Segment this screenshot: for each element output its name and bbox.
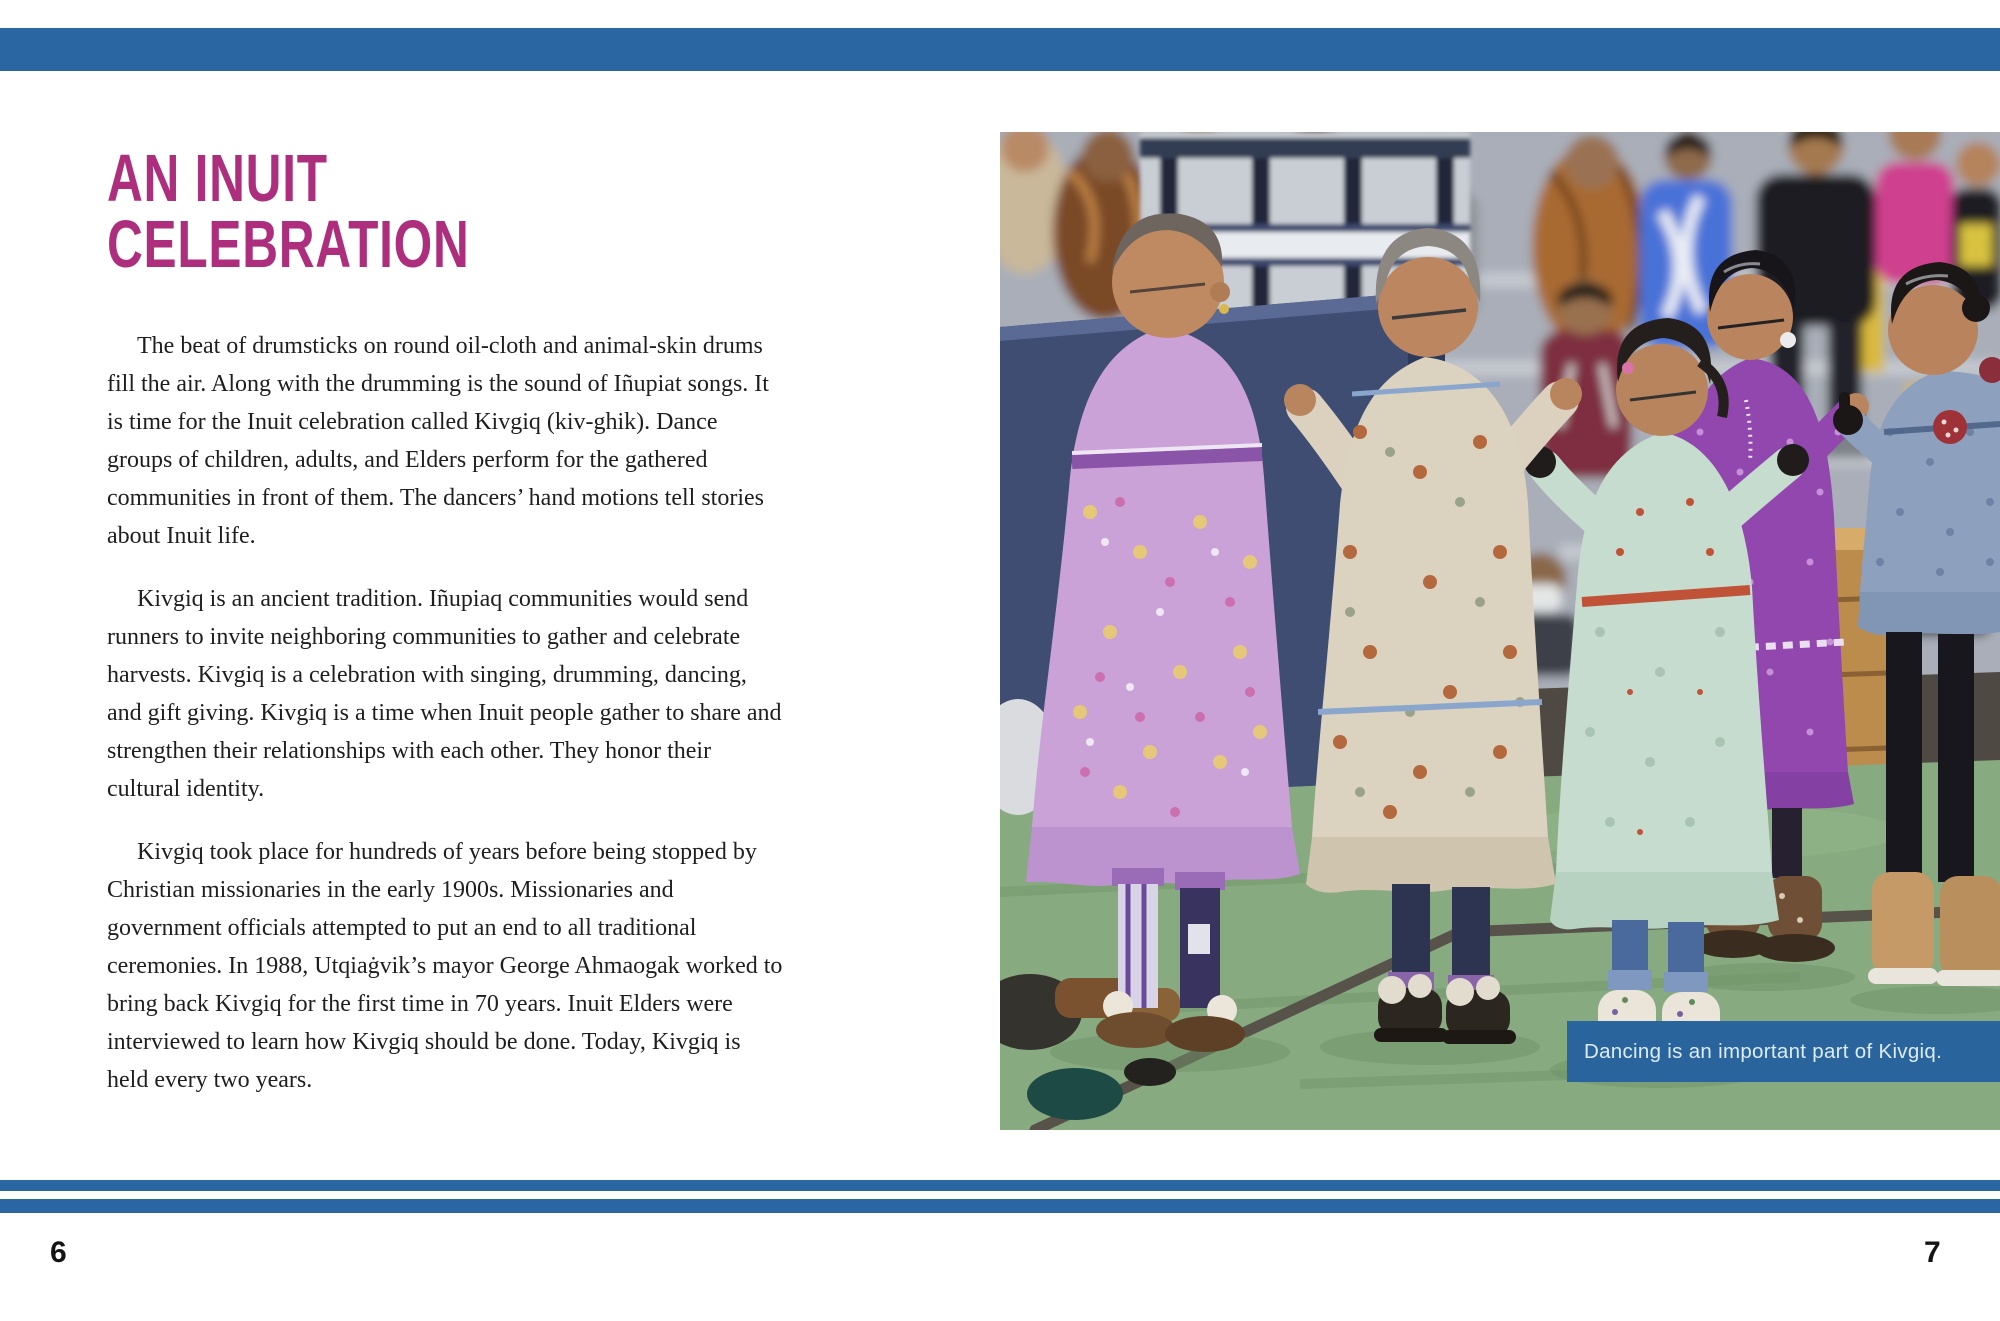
page-title xyxy=(107,141,470,282)
title-line-1: AN INUIT xyxy=(107,141,328,216)
paragraph-3: Kivgiq took place for hundreds of years before being stopped by Christian missionaries in the early 1900s. Missionaries and government officials attempted to put an end to all traditional ceremonies. In 1988, Utqiaġvik’s mayor George Ahmaogak worked to bring back Kivgiq for the first time in 70 years. Inuit Elders were interviewed to learn how Kivgiq should be done. Today, Kivgiq is held every two years. xyxy=(107,839,783,1093)
page-number-right: 7 xyxy=(1924,1236,1941,1269)
bottom-accent-bar-thick xyxy=(0,1199,2000,1213)
paragraph-1: The beat of drumsticks on round oil-cloth and animal-skin drums fill the air. Along with the drumming is the sound of Iñupiat songs. It is time for the Inuit celebration called Kivgiq (kiv-ghik). Dance groups of children, adults, and Elders perform for the gathered communities in front of them. The dancers’ hand motions tell stories about Inuit life. xyxy=(107,333,769,549)
body-copy xyxy=(107,327,783,1124)
title-line-2: CELEBRATION xyxy=(107,207,470,282)
kivgiq-dance-photo xyxy=(1000,132,2000,1130)
photo-illustration xyxy=(1000,132,2000,1130)
paragraph-2: Kivgiq is an ancient tradition. Iñupiaq communities would send runners to invite neighboring communities to gather and celebrate harvests. Kivgiq is a celebration with singing, drumming, dancing, and gift giving. Kivgiq is a time when Inuit people gather to share and strengthen their relationships with each other. They honor their cultural identity. xyxy=(107,586,782,802)
photo-caption: Dancing is an important part of Kivgiq. xyxy=(1567,1021,2000,1082)
page-number-left: 6 xyxy=(50,1236,67,1269)
bottom-accent-bar-thin xyxy=(0,1180,2000,1191)
